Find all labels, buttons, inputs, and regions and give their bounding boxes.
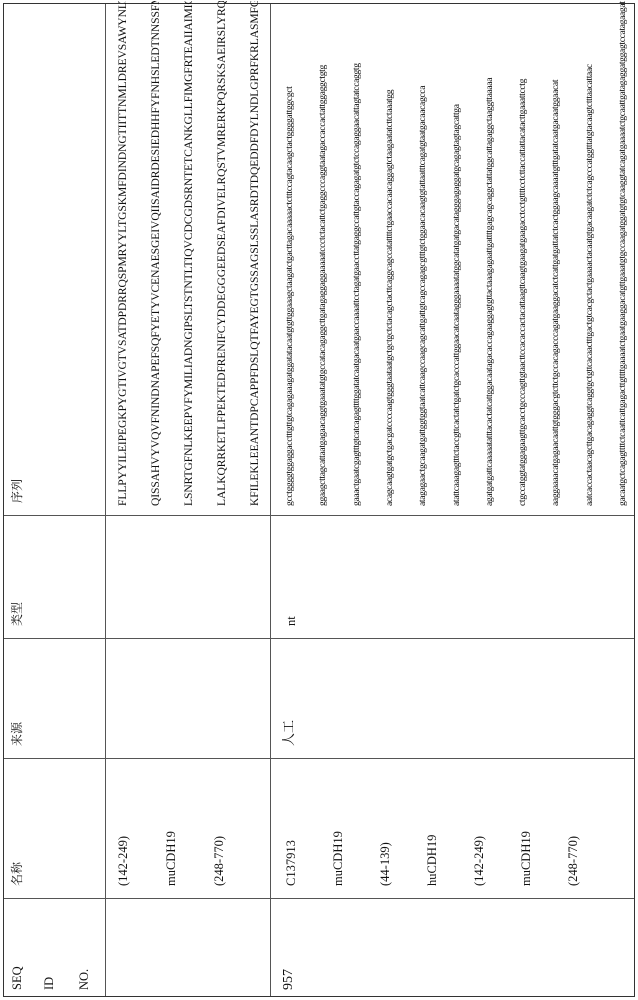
row2-sequence-line: ggaagcttagcattaatgagaacaggtgaaatatgtgccatacagaggcttgatagaggaggaaaaatccctctacattctgaggcccaggtaatagaccaccactattggaggctgtg	[316, 1, 330, 506]
row2-source: 人工	[283, 720, 297, 746]
row1-sequence-line: QISSAHVYVQVFNINDNAPEFSQFYETYVCENAESGEIVQIISAIDRDESIEDHHFYFNHSLEDTNNSSFMLTDNQDNTAVI	[149, 1, 163, 506]
row2-name-line: (44-139)	[378, 842, 392, 886]
row2-sequence-line: acagcaagtgatgctgacgatccccaagtgggtaataatgctgctgctctacagctacttcaggcagccatattttctgaaccacaacaggagtctaagaatatcttctaaatgg	[383, 1, 397, 506]
row-divider	[105, 4, 106, 996]
row2-sequence-line: atagagaactgcaagatgattggtggtaatcattcaagccaagcagcattgattgtcagccagagcgtttgtctggaacacaagtgtattaatttcagatgtaatgacaacagcca	[416, 1, 430, 506]
row2-name-line: huCDH19	[425, 835, 439, 886]
rotated-page	[0, 0, 638, 1000]
row2-sequence-line: ctgccatggtatggagaagttgcacctgcccagttgtaacttccacaccactacattaagttcaagtgaagatgaagacctcctgttttcctcttaccattattacatacttgaaattcctg	[516, 1, 530, 506]
header-name: 名称	[10, 862, 24, 886]
row2-name-line: muCDH19	[519, 831, 533, 886]
header-type: 类型	[10, 602, 24, 626]
row2-name-line: muCDH19	[331, 831, 345, 886]
row-divider	[270, 4, 271, 996]
row2-name-line: (248-770)	[566, 836, 580, 886]
column-divider	[4, 515, 634, 516]
header-seq: SEQ	[10, 966, 24, 990]
row2-sequence-line: gacaatgctcagagttttctcaattcattgagacttgttttgaaaatctgaatgaaggacatgttgaaatgtgccaagatggatgtgtcaaggtatcagatgaaaatctgcaattgatagaggatggagtccatagaagatcaccattttacttta	[616, 1, 630, 506]
header-no: NO.	[77, 969, 91, 990]
row1-sequence-line: LSNRTGFNLKEEPVFYMILIADNGIPSLTSTNTLTIQVCDCGDSRNTETCANKGLLFIMGFRTEAIIAIMICVMVIFGFFFLI	[182, 1, 196, 506]
row2-name-line: C137913	[284, 840, 298, 886]
column-divider	[4, 638, 634, 639]
row1-name-line: (248-770)	[212, 836, 226, 886]
row2-seq-id: 957	[282, 969, 296, 990]
row1-sequence-line: KFILEKLEEANTDPCAPPFDSLQTFAYEGTGSSAGSLSSLASRDTDQEDDFDYLNDLGPRFKRLASMFGSAVQPNN	[248, 1, 262, 506]
row2-sequence-line: aatcaccactaacagcttgacagaggtcaggtgctgttcacaactttgactgtcacgctactgaaaactacaatgtgacaagatctctcagcccatggtttatgtacaagtctttaacattaac	[583, 1, 597, 506]
column-divider	[4, 898, 634, 899]
row1-name-line: muCDH19	[164, 831, 178, 886]
header-id: ID	[42, 977, 56, 990]
header-source: 来源	[10, 722, 24, 746]
row1-sequence-line: LALKQRRKETLFPEKTEDFRENIFCYDDEGGGEEDSEAFDIVELRQSTVMRERKPQRSKSAEIRSLYRQSLQVGPDSAIFR	[215, 1, 229, 506]
column-divider	[4, 758, 634, 759]
row2-sequence-line: agatgatgattcaaaaatatttacactatcattggacaatagacaccagaaggagtgttactaaagagaattgattttgagcagcaggctattatggcattagaggctaaggttaaaaa	[483, 1, 497, 506]
row1-sequence-line: FLLPYYILEIPEGKPYGTIVGTVSATDPDRRQSPMRYYLTGSKMFDINDNGTIITTNMLDREVSAWYNLTVTATETYNVQ	[116, 1, 130, 506]
row2-name-line: (142-249)	[472, 836, 486, 886]
row1-name-line: (142-249)	[116, 836, 130, 886]
sequence-table	[3, 3, 635, 997]
row2-sequence-line: gaaactgaatcgagtttgtcatcagagttttggatatcaatgacaatgaaccaaaattcctagatgaaccttatgaggccattgtaccagagatgtctccagaggaacattagtatccaggtg	[350, 1, 364, 506]
row2-sequence-line: aaggaaaacatgagaacaattgtgggacgtcttctgccacagacccagatgaaggacatctcattgatgattatctcactggaagcaaaatgtttgatatcaatgacaatggaacat	[549, 1, 563, 506]
row2-type: nt	[284, 616, 298, 626]
row2-sequence-line: atattcaaagagtttctaccgttcactatctgatctgcacccattggaacatcaatagggaaaatatggcatatgatgacatagggagaggatgcagagtagtagcattga	[450, 1, 464, 506]
row2-sequence-line: gcctggggtggaggacctttgttgtcagagaaagatggatatacaatgtgttggaaagctaagatctgacttagacaaaaactctttccagtacaagctactggggattggcgct	[283, 1, 297, 506]
header-sequence: 序列	[10, 479, 24, 503]
